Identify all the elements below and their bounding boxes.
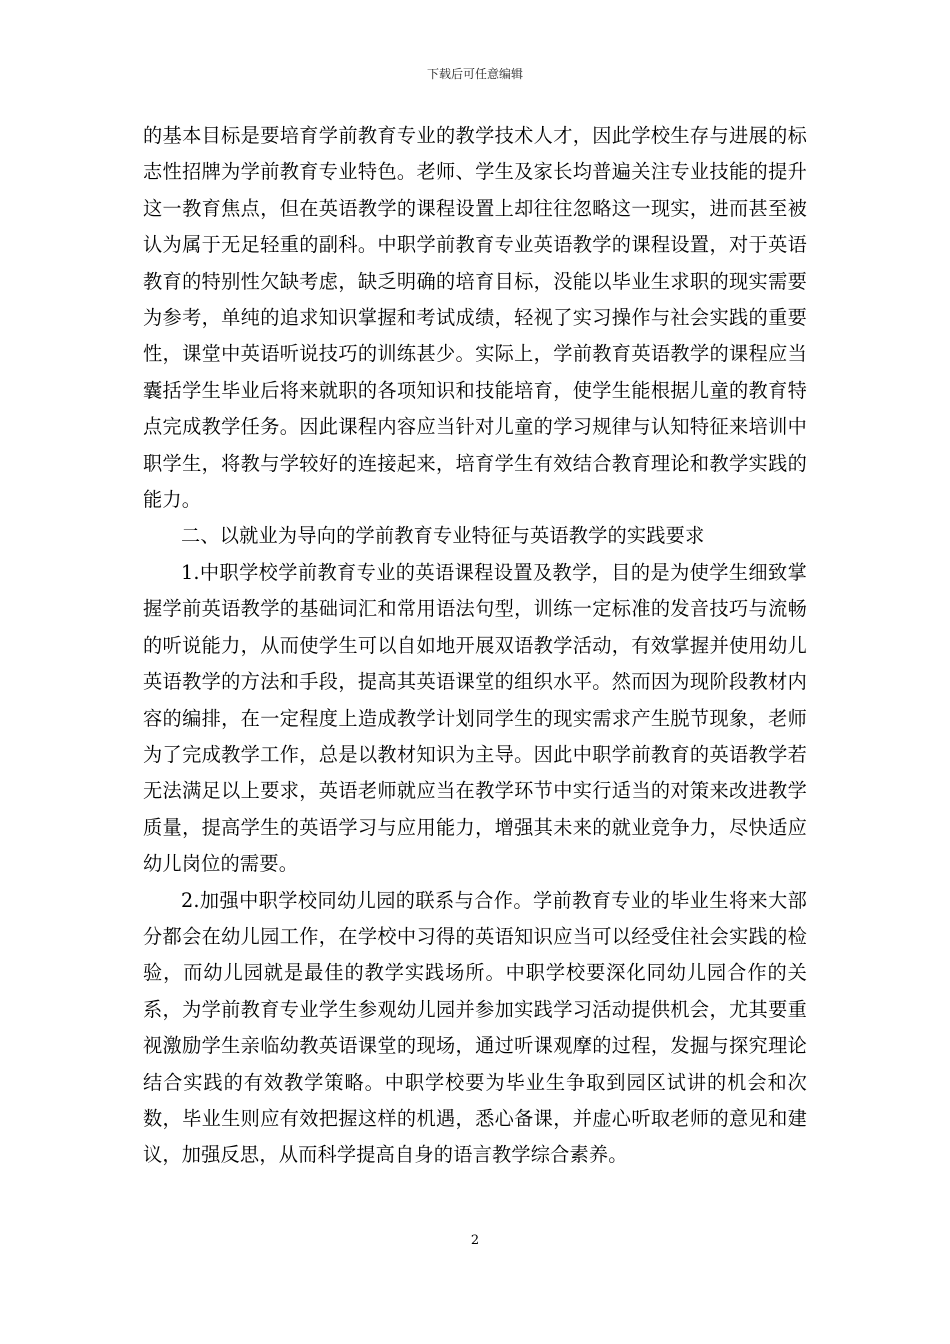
paragraph-point-2: 2.加强中职学校同幼儿园的联系与合作。学前教育专业的毕业生将来大部分都会在幼儿园工作，在学校中习得的英语知识应当可以经受住社会实践的检验，而幼儿园就是最佳的教学实践场所。中职学校要深化同幼儿园合作的关系，为学前教育专业学生参观幼儿园并参加实践学习活动提供机会，尤其要重视激励学生亲临幼教英语课堂的现场，通过听课观摩的过程，发掘与探究理论结合实践的有效教学策略。中职学校要为毕业生争取到园区试讲的机会和次数，毕业生则应有效把握这样的机遇，悉心备课，并虚心听取老师的意见和建议，加强反思，从而科学提高自身的语言教学综合素养。: [143, 888, 807, 1167]
page-number: 2: [470, 1233, 480, 1248]
page-header: 下载后可任意编辑: [426, 67, 523, 81]
paragraph-continued: 的基本目标是要培育学前教育专业的教学技术人才，因此学校生存与进展的标志性招牌为学前教育专业特色。老师、学生及家长均普遍关注专业技能的提升这一教育焦点，但在英语教学的课程设置上却往往忽略这一现实，进而甚至被认为属于无足轻重的副科。中职学前教育专业英语教学的课程设置，对于英语教育的特别性欠缺考虑，缺乏明确的培育目标，没能以毕业生求职的现实需要为参考，单纯的追求知识掌握和考试成绩，轻视了实习操作与社会实践的重要性，课堂中英语听说技巧的训练甚少。实际上，学前教育英语教学的课程应当囊括学生毕业后将来就职的各项知识和技能培育，使学生能根据儿童的教育特点完成教学任务。因此课程内容应当针对儿童的学习规律与认知特征来培训中职学生，将教与学较好的连接起来，培育学生有效结合教育理论和教学实践的能力。: [143, 124, 807, 512]
document-body: [143, 118, 807, 1174]
section-heading: 二、以就业为导向的学前教育专业特征与英语教学的实践要求: [181, 524, 705, 548]
paragraph-point-1: 1.中职学校学前教育专业的英语课程设置及教学，目的是为使学生细致掌握学前英语教学的基础词汇和常用语法句型，训练一定标准的发音技巧与流畅的听说能力，从而使学生可以自如地开展双语教学活动，有效掌握并使用幼儿英语教学的方法和手段，提高其英语课堂的组织水平。然而因为现阶段教材内容的编排，在一定程度上造成教学计划同学生的现实需求产生脱节现象，老师为了完成教学工作，总是以教材知识为主导。因此中职学前教育的英语教学若无法满足以上要求，英语老师就应当在教学环节中实行适当的对策来改进教学质量，提高学生的英语学习与应用能力，增强其未来的就业竞争力，尽快适应幼儿岗位的需要。: [143, 560, 807, 876]
